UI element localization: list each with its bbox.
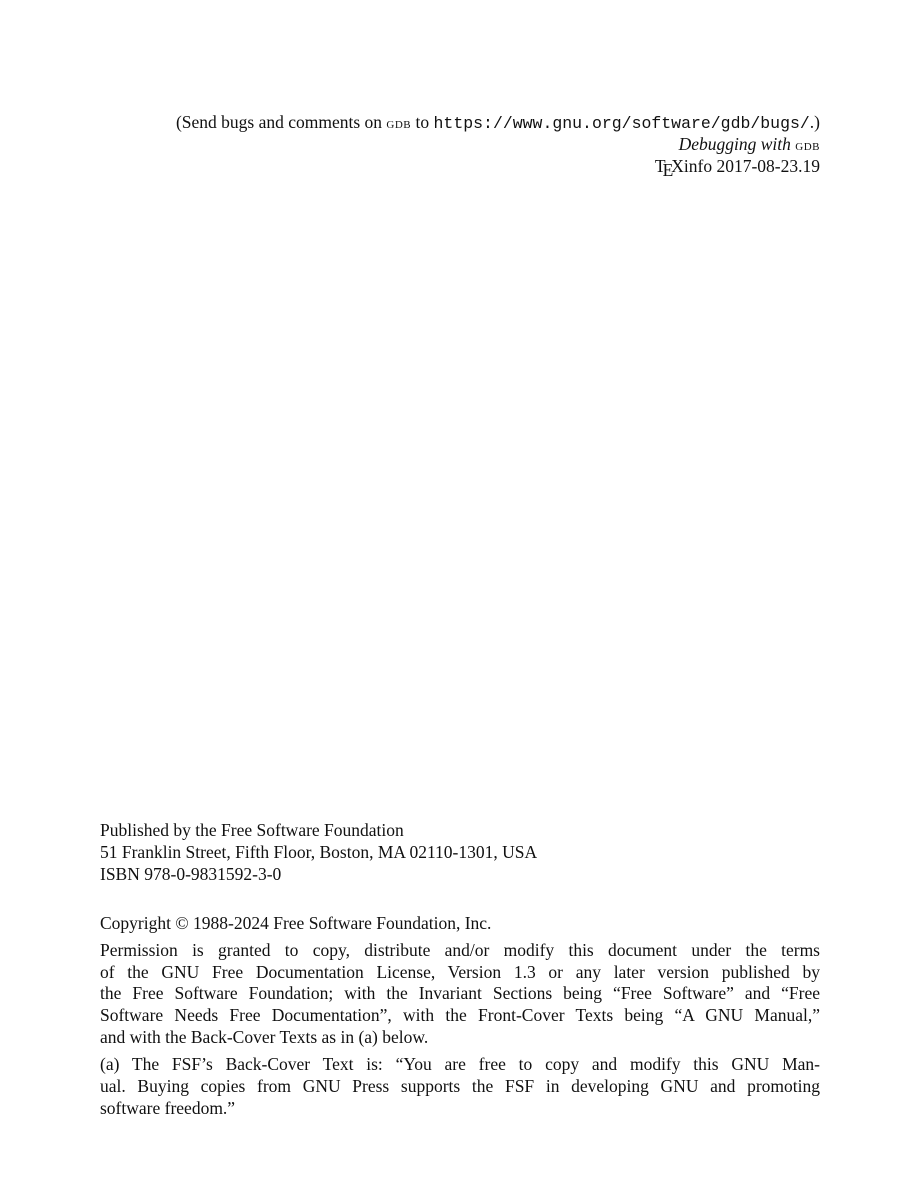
backcover-line: software freedom.” [100,1098,236,1118]
bug-text: .) [809,112,820,132]
publisher-address: 51 Franklin Street, Fifth Floor, Boston, MA 02110-1301, USA [100,842,538,862]
isbn: ISBN 978-0-9831592-3-0 [100,864,282,884]
permission-line: of the GNU Free Documentation License, Version 1.3 or any later version published by [100,962,820,982]
tex-t: T [654,156,666,176]
tex-e: E [662,160,674,180]
copyright: Copyright © 1988-2024 Free Software Foundation, Inc. [100,913,492,933]
gdb-name: gdb [386,116,412,132]
gdb-name: gdb [795,138,820,154]
bugs-url-link[interactable]: https://www.gnu.org/software/gdb/bugs/ [433,114,810,133]
bug-text: (Send bugs and comments on [175,112,387,132]
permission-line: Permission is granted to copy, distribute and/or modify this document under the terms [100,940,820,960]
texinfo-text: Xinfo 2017-08-23.19 [671,156,820,176]
texinfo-version [100,155,820,180]
bug-text: to [411,112,434,132]
bug-report-line [100,111,820,133]
title-text: Debugging with [678,134,796,154]
permission-line: and with the Back-Cover Texts as in (a) below. [100,1027,429,1047]
backcover-line: (a) The FSF’s Back-Cover Text is: “You are free to copy and modify this GNU Man- [100,1054,820,1074]
manual-title [100,133,820,155]
permission-line: Software Needs Free Documentation”, with the Front-Cover Texts being “A GNU Manual,” [100,1005,820,1025]
backcover-line: ual. Buying copies from GNU Press supports the FSF in developing GNU and promoting [100,1076,820,1096]
publisher-line: Published by the Free Software Foundation [100,820,404,840]
permission-line: the Free Software Foundation; with the Invariant Sections being “Free Software” and “Free [100,983,820,1003]
